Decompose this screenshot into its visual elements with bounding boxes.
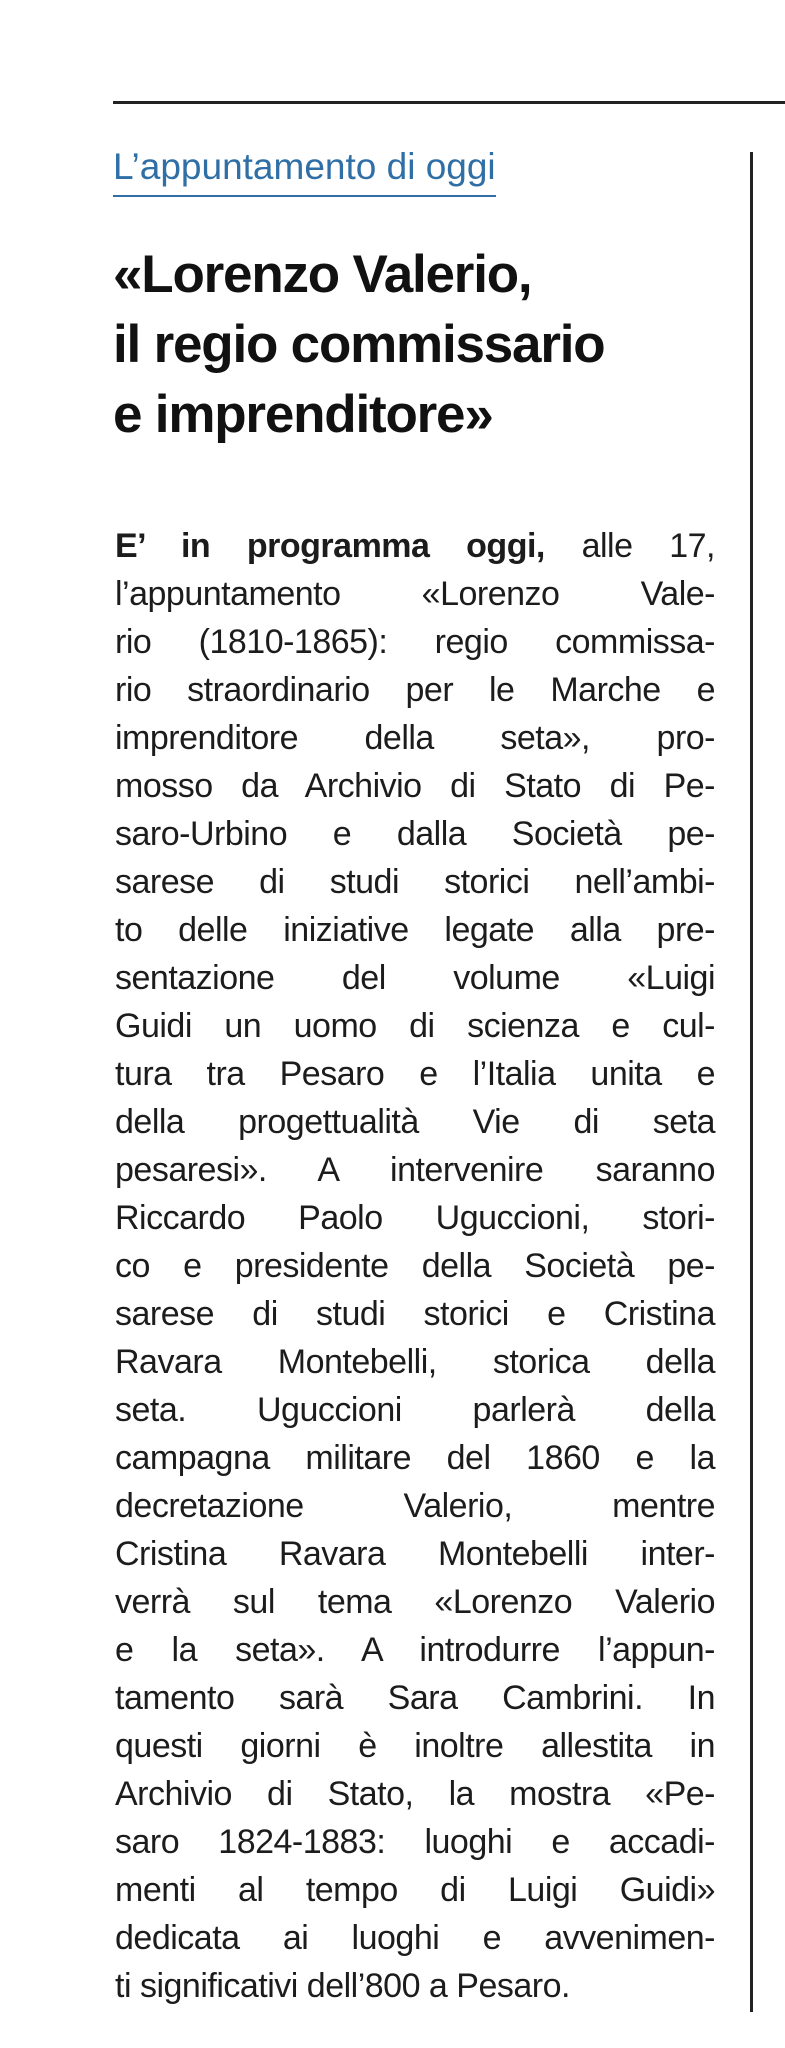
- body-line: menti al tempo di Luigi Guidi»: [115, 1871, 715, 1909]
- body-line: Guidi un uomo di scienza e cul-: [115, 1007, 715, 1045]
- headline-line: e imprenditore»: [113, 385, 493, 444]
- column-rule: [750, 152, 753, 2012]
- body-line: dedicata ai luoghi e avvenimen-: [115, 1919, 715, 1957]
- body-line: e la seta». A introdurre l’appun-: [115, 1631, 715, 1669]
- body-line: pesaresi». A intervenire saranno: [115, 1151, 715, 1189]
- body-line: seta. Uguccioni parlerà della: [115, 1391, 715, 1429]
- body-line: verrà sul tema «Lorenzo Valerio: [115, 1583, 715, 1621]
- body-line: Archivio di Stato, la mostra «Pe-: [115, 1775, 715, 1813]
- body-line: to delle iniziative legate alla pre-: [115, 911, 715, 949]
- body-line: decretazione Valerio, mentre: [115, 1487, 715, 1525]
- headline-line: il regio commissario: [113, 315, 605, 374]
- body-line: Ravara Montebelli, storica della: [115, 1343, 715, 1381]
- article-body: [115, 522, 715, 2010]
- body-line: sarese di studi storici e Cristina: [115, 1295, 715, 1333]
- body-line: imprenditore della seta», pro-: [115, 719, 715, 757]
- body-line: Riccardo Paolo Uguccioni, stori-: [115, 1199, 715, 1237]
- body-line: campagna militare del 1860 e la: [115, 1439, 715, 1477]
- body-line: saro-Urbino e dalla Società pe-: [115, 815, 715, 853]
- top-rule: [113, 101, 785, 104]
- body-line: mosso da Archivio di Stato di Pe-: [115, 767, 715, 805]
- section-kicker: L’appuntamento di oggi: [113, 145, 496, 197]
- body-line: della progettualità Vie di seta: [115, 1103, 715, 1141]
- body-line: sarese di studi storici nell’ambi-: [115, 863, 715, 901]
- body-line: tura tra Pesaro e l’Italia unita e: [115, 1055, 715, 1093]
- headline-line: «Lorenzo Valerio,: [113, 245, 532, 304]
- body-line: co e presidente della Società pe-: [115, 1247, 715, 1285]
- body-line: ti significativi dell’800 a Pesaro.: [115, 1967, 570, 2005]
- lead-continuation: alle 17,: [544, 527, 715, 565]
- article-headline: [113, 240, 733, 450]
- body-line: [115, 522, 715, 570]
- body-line: rio straordinario per le Marche e: [115, 671, 715, 709]
- lead-text: E’ in programma oggi,: [115, 527, 545, 565]
- body-line: saro 1824-1883: luoghi e accadi-: [115, 1823, 715, 1861]
- body-line: questi giorni è inoltre allestita in: [115, 1727, 715, 1765]
- body-line: Cristina Ravara Montebelli inter-: [115, 1535, 715, 1573]
- body-line: sentazione del volume «Luigi: [115, 959, 715, 997]
- body-line: tamento sarà Sara Cambrini. In: [115, 1679, 715, 1717]
- body-line: l’appuntamento «Lorenzo Vale-: [115, 575, 715, 613]
- body-line: rio (1810-1865): regio commissa-: [115, 623, 715, 661]
